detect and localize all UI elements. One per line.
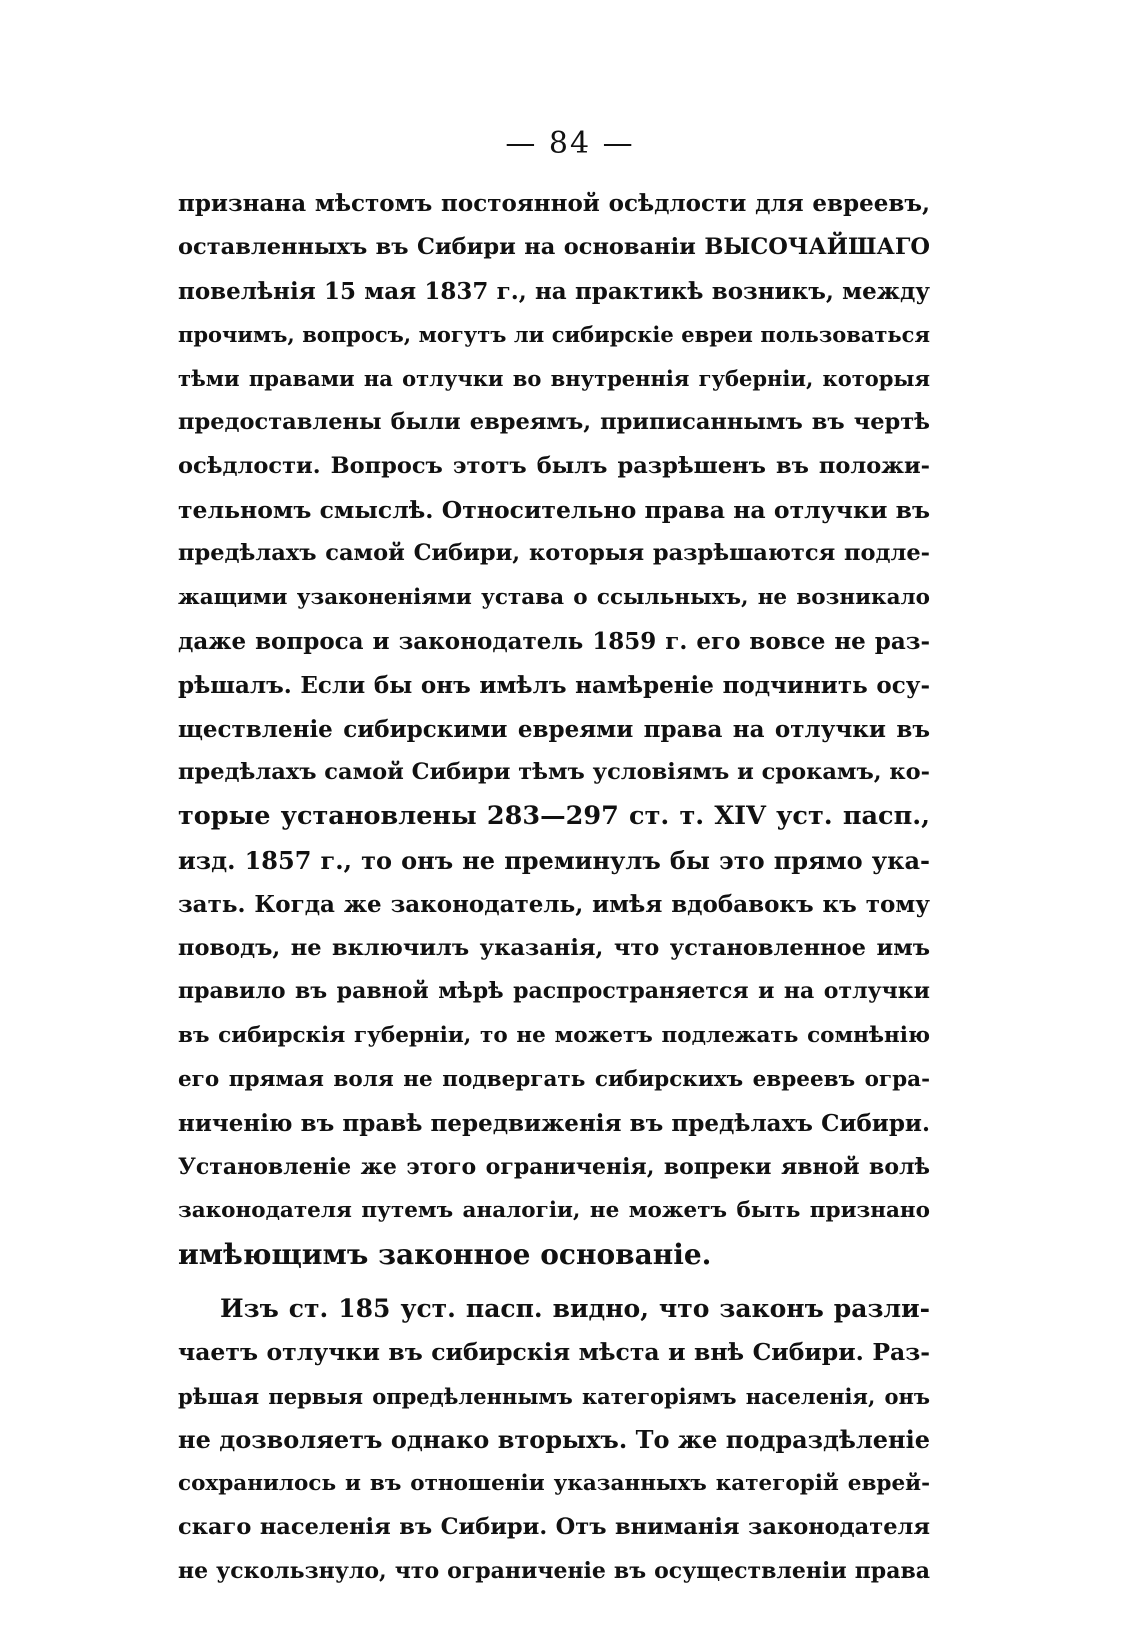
text-line: рѣшалъ. Если бы онъ имѣлъ намѣреніе подчинить осу-	[178, 671, 930, 699]
text-line: предоставлены были евреямъ, приписаннымъ въ чертѣ	[178, 408, 930, 435]
text-line: предѣлахъ самой Сибири, которыя разрѣшаются подле-	[178, 540, 930, 567]
text-line: даже вопроса и законодатель 1859 г. его вовсе не раз-	[178, 627, 930, 655]
text-line: изд. 1857 г., то онъ не преминулъ бы это прямо ука-	[178, 845, 930, 875]
text-line: повелѣнія 15 мая 1837 г., на практикѣ возникъ, между	[178, 277, 930, 305]
text-line: правило въ равной мѣрѣ распространяется и на отлучки	[178, 978, 930, 1005]
text-line: ниченію въ правѣ передвиженія въ предѣлахъ Сибири.	[178, 1109, 930, 1137]
text-line: скаго населенія въ Сибири. Отъ вниманія законодателя	[178, 1513, 930, 1540]
text-line: его прямая воля не подвергать сибирскихъ евреевъ огра-	[178, 1066, 930, 1092]
text-line: не дозволяетъ однако вторыхъ. То же подраздѣленіе	[178, 1425, 930, 1455]
text-line: рѣшая первыя опредѣленнымъ категоріямъ населенія, онъ	[178, 1383, 930, 1409]
text-line: Изъ ст. 185 уст. пасп. видно, что законъ разли-	[220, 1293, 930, 1323]
text-line: прочимъ, вопросъ, могутъ ли сибирскіе евреи пользоваться	[178, 322, 930, 348]
text-line: Установленіе же этого ограниченія, вопреки явной волѣ	[178, 1153, 930, 1180]
text-line: торые установлены 283—297 ст. т. XIV уст. пасп.,	[178, 801, 930, 832]
text-line: тельномъ смыслѣ. Относительно права на отлучки въ	[178, 495, 930, 524]
text-line: не ускользнуло, что ограниченіе въ осуществленіи права	[178, 1557, 930, 1584]
body-text	[178, 182, 930, 1594]
text-line: сохранилось и въ отношеніи указанныхъ категорій еврей-	[178, 1471, 930, 1497]
text-line: въ сибирскія губерніи, то не можетъ подлежать сомнѣнію	[178, 1023, 930, 1049]
text-line: осѣдлости. Вопросъ этотъ былъ разрѣшенъ въ положи-	[178, 452, 930, 479]
page-number: — 84 —	[505, 126, 635, 161]
text-line: оставленныхъ въ Сибири на основаніи ВЫСОЧАЙШАГО	[178, 233, 930, 260]
text-line: законодателя путемъ аналогіи, не можетъ быть признано	[178, 1198, 930, 1224]
text-line: жащими узаконеніями устава о ссыльныхъ, не возникало	[178, 585, 930, 611]
text-line: ществленіе сибирскими евреями права на отлучки въ	[178, 715, 930, 743]
text-line: признана мѣстомъ постоянной осѣдлости для евреевъ,	[178, 190, 930, 217]
text-line: предѣлахъ самой Сибири тѣмъ условіямъ и срокамъ, ко-	[178, 759, 930, 786]
text-line: зать. Когда же законодатель, имѣя вдобавокъ къ тому	[178, 890, 930, 918]
text-line: имѣющимъ законное основаніе.	[178, 1238, 712, 1272]
text-line: поводъ, не включилъ указанія, что установленное имъ	[178, 934, 930, 961]
text-line: чаетъ отлучки въ сибирскія мѣста и внѣ Сибири. Раз-	[178, 1337, 930, 1366]
text-line: тѣми правами на отлучки во внутреннія губерніи, которыя	[178, 366, 930, 392]
